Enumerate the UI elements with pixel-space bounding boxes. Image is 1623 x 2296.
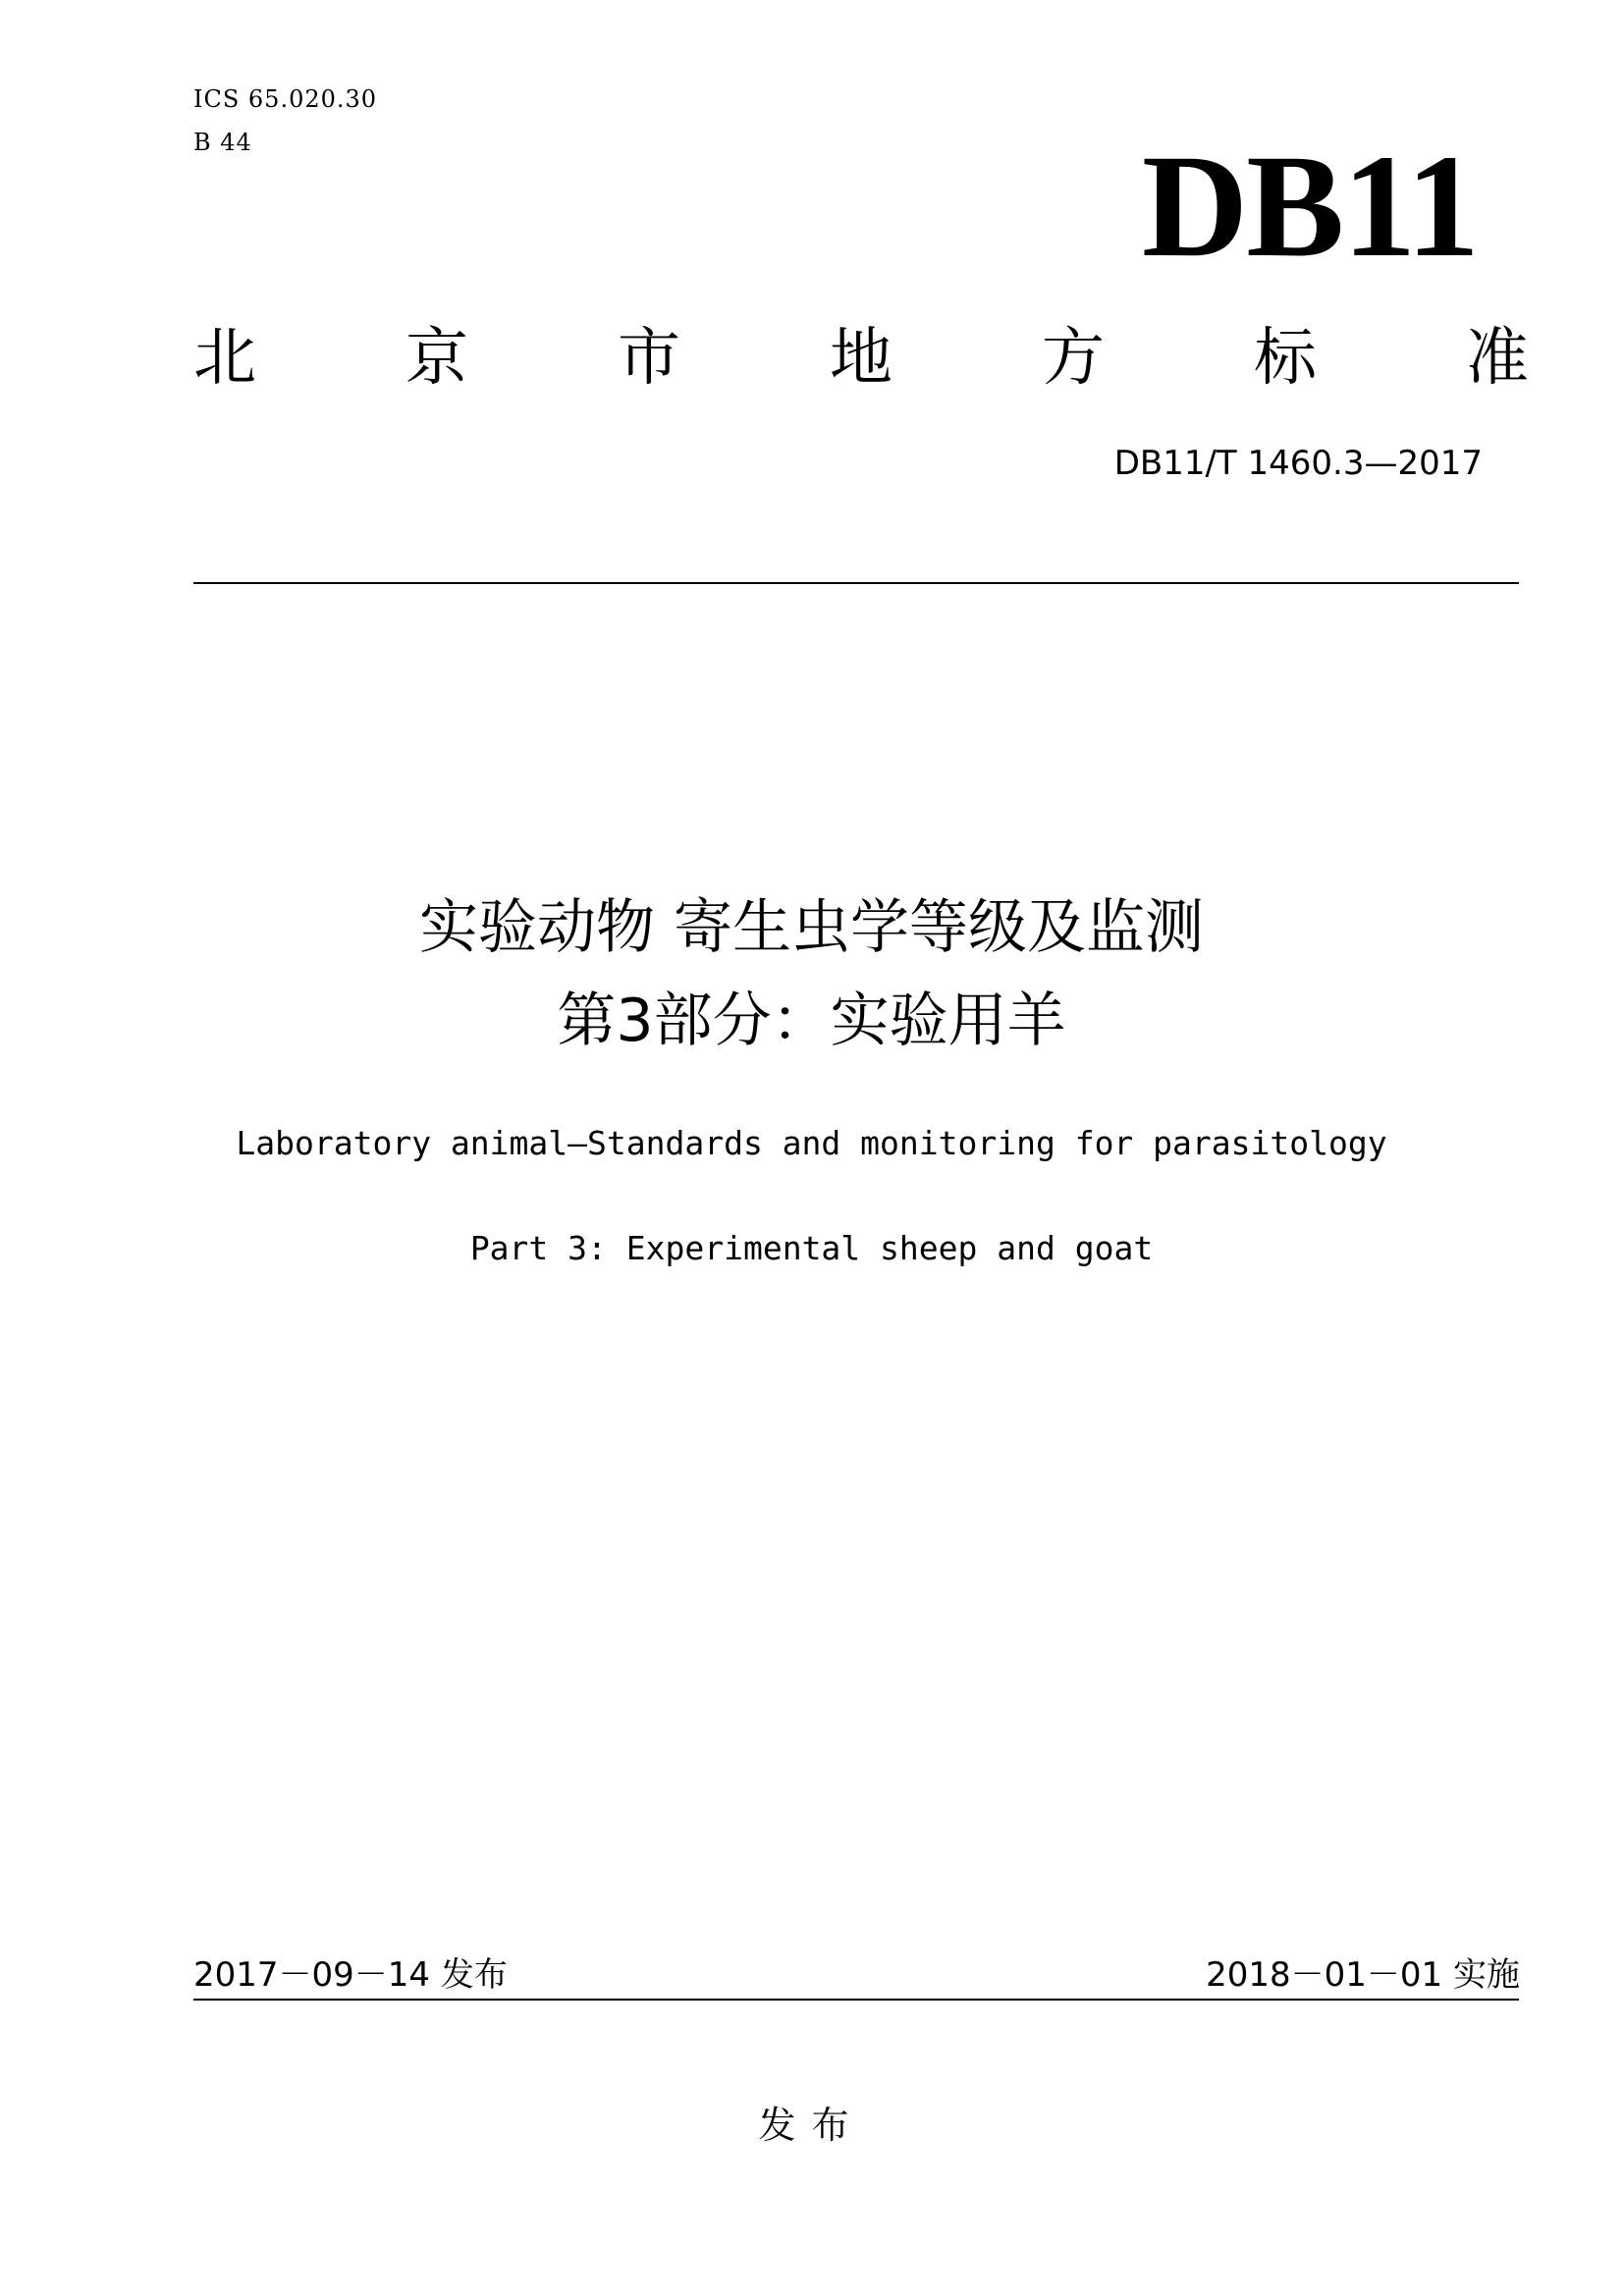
standard-number: DB11/T 1460.3—2017 <box>1113 444 1483 483</box>
ics-code: ICS 65.020.30 <box>193 85 378 113</box>
publisher-label: 发布 <box>758 2104 865 2147</box>
authority-char: 地 <box>830 322 893 395</box>
authority-char: 京 <box>406 322 468 395</box>
header-divider <box>193 582 1519 584</box>
title-chinese-line1: 实验动物 寄生虫学等级及监测 <box>418 893 1205 962</box>
implementation-date: 2018－01－01 实施 <box>1206 1955 1520 1995</box>
authority-char: 方 <box>1042 322 1105 395</box>
title-chinese-line2: 第3部分：实验用羊 <box>557 987 1066 1055</box>
authority-char: 标 <box>1254 322 1317 395</box>
authority-char: 北 <box>193 322 256 395</box>
issuing-authority <box>193 319 1529 398</box>
footer-divider <box>193 1999 1519 2001</box>
title-english-line2: Part 3: Experimental sheep and goat <box>469 1229 1154 1267</box>
authority-char: 准 <box>1466 322 1529 395</box>
issue-date: 2017－09－14 发布 <box>193 1955 508 1995</box>
ccs-code: B 44 <box>193 129 252 156</box>
authority-char: 市 <box>618 322 680 395</box>
title-english-line1: Laboratory animal—Standards and monitoring for parasitology <box>236 1124 1387 1162</box>
db11-logo: DB11 <box>1141 125 1478 288</box>
